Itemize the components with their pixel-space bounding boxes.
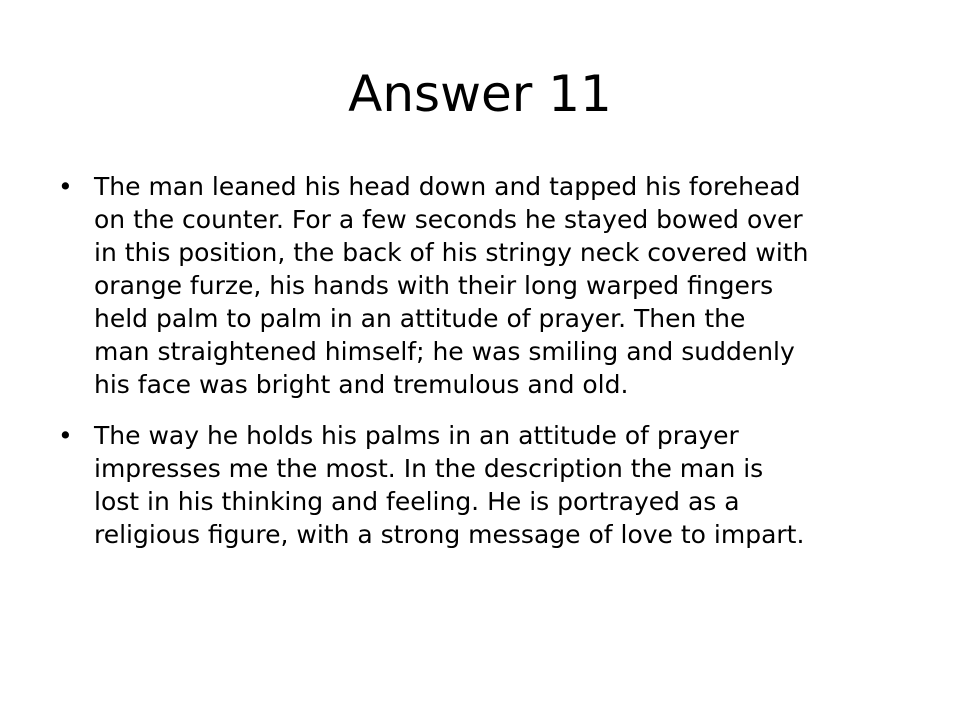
bullet-line: his face was bright and tremulous and old.: [94, 370, 629, 399]
bullet-line: religious figure, with a strong message of love to impart.: [94, 520, 805, 549]
bullet-line: The man leaned his head down and tapped his forehead: [94, 172, 801, 201]
bullet-line: impresses me the most. In the description the man is: [94, 454, 764, 483]
bullet-line: man straightened himself; he was smiling and suddenly: [94, 337, 795, 366]
bullet-line: orange furze, his hands with their long warped fingers: [94, 271, 774, 300]
bullet-line: lost in his thinking and feeling. He is portrayed as a: [94, 487, 740, 516]
bullet-line: on the counter. For a few seconds he stayed bowed over: [94, 205, 803, 234]
bullet-icon: •: [58, 421, 73, 450]
bullet-line: The way he holds his palms in an attitude of prayer: [94, 421, 739, 450]
slide-title: Answer 11: [348, 65, 612, 123]
bullet-item-response: [58, 419, 918, 551]
bullet-list: [58, 170, 918, 569]
bullet-icon: •: [58, 172, 73, 201]
bullet-line: held palm to palm in an attitude of prayer. Then the: [94, 304, 746, 333]
bullet-item-quote: [58, 170, 918, 401]
bullet-line: in this position, the back of his stringy neck covered with: [94, 238, 809, 267]
